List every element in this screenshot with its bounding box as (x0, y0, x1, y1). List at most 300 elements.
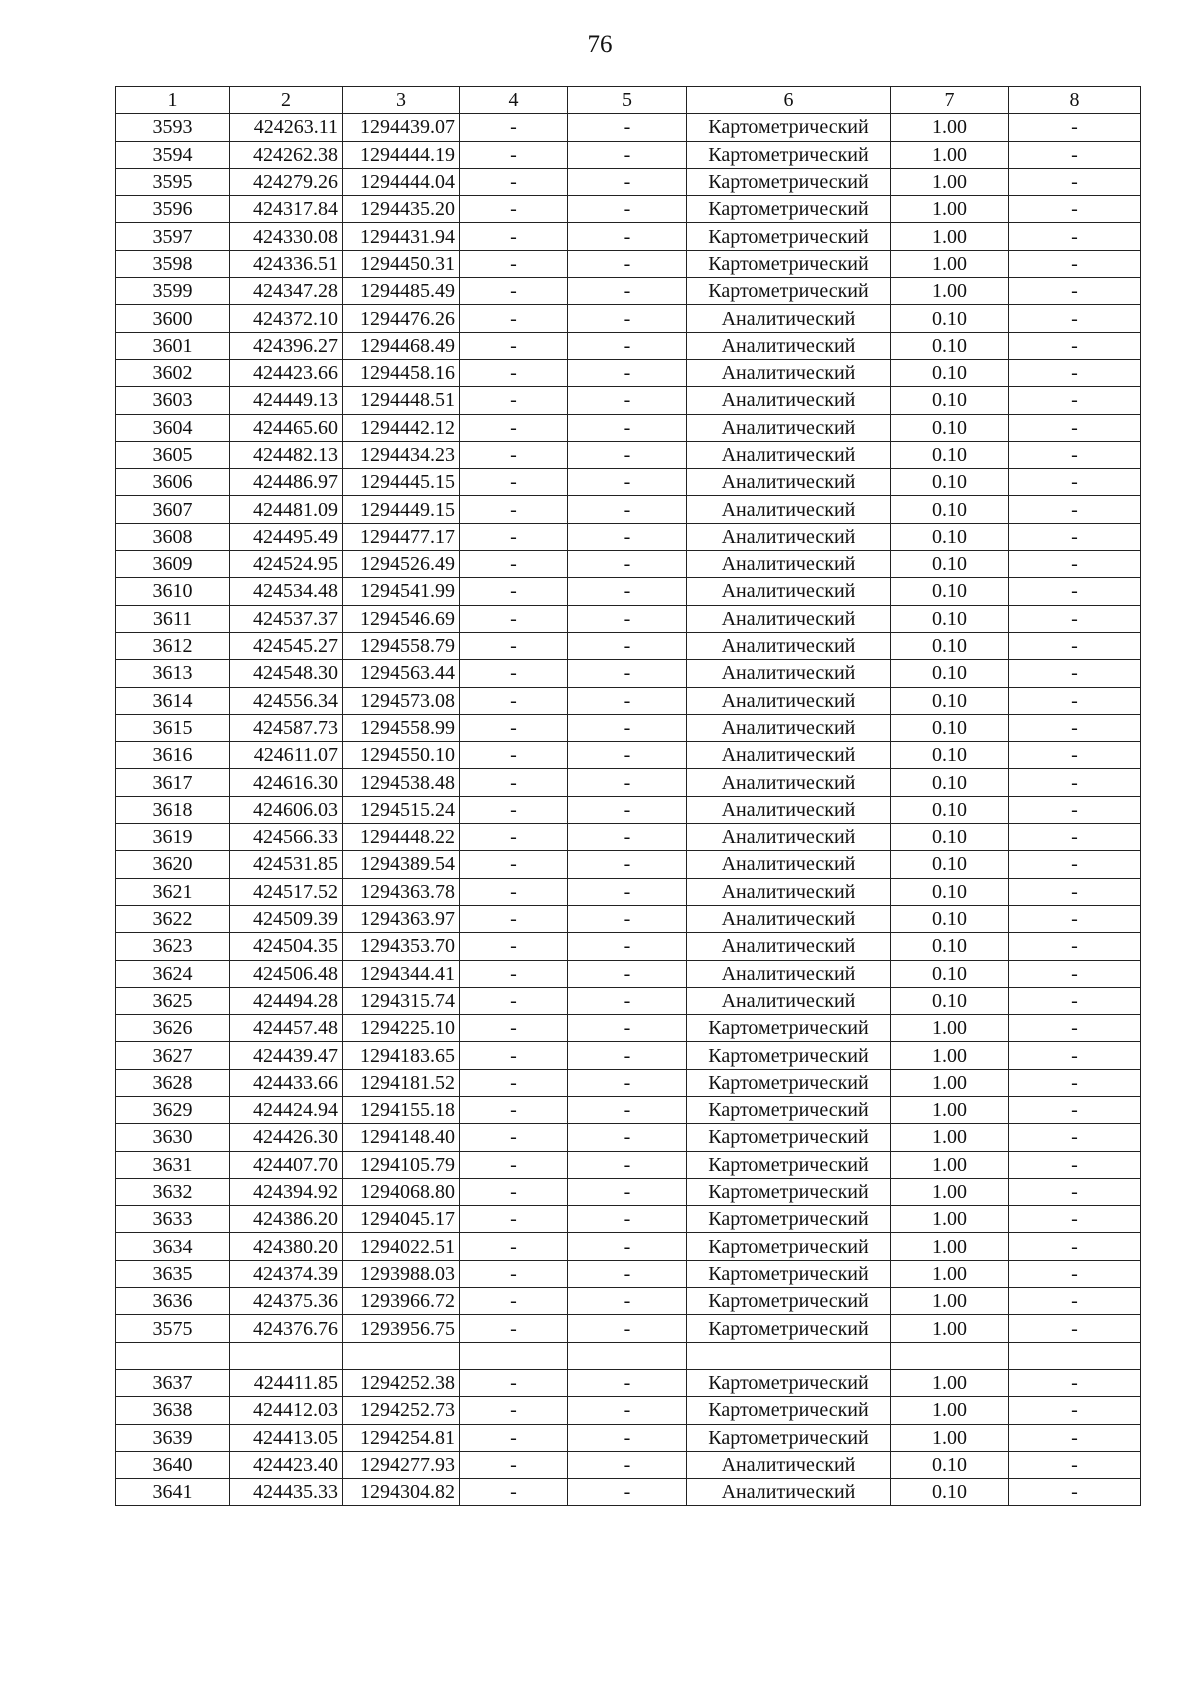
column-8-cell: - (1009, 441, 1141, 468)
point-number-cell: 3638 (116, 1397, 230, 1424)
y-coordinate-cell: 1294439.07 (343, 114, 460, 141)
column-8-cell: - (1009, 278, 1141, 305)
x-coordinate-cell: 424481.09 (230, 496, 343, 523)
y-coordinate-cell: 1294254.81 (343, 1424, 460, 1451)
column-8-cell: - (1009, 1479, 1141, 1506)
accuracy-cell: 1.00 (891, 1178, 1009, 1205)
method-cell: Картометрический (687, 1369, 891, 1396)
column-5-cell: - (568, 305, 687, 332)
accuracy-cell: 0.10 (891, 578, 1009, 605)
y-coordinate-cell: 1294183.65 (343, 1042, 460, 1069)
y-coordinate-cell: 1293988.03 (343, 1260, 460, 1287)
accuracy-cell: 1.00 (891, 1015, 1009, 1042)
column-8-cell: - (1009, 359, 1141, 386)
column-8-cell: - (1009, 1206, 1141, 1233)
y-coordinate-cell: 1294022.51 (343, 1233, 460, 1260)
method-cell: Картометрический (687, 141, 891, 168)
column-5-cell: - (568, 551, 687, 578)
column-header: 4 (460, 87, 568, 114)
method-cell: Картометрический (687, 1069, 891, 1096)
point-number-cell: 3608 (116, 523, 230, 550)
column-4-cell: - (460, 742, 568, 769)
accuracy-cell: 0.10 (891, 387, 1009, 414)
column-5-cell: - (568, 1233, 687, 1260)
method-cell: Аналитический (687, 769, 891, 796)
column-4-cell: - (460, 551, 568, 578)
method-cell: Аналитический (687, 1451, 891, 1478)
method-cell: Аналитический (687, 878, 891, 905)
column-4-cell: - (460, 496, 568, 523)
column-5-cell: - (568, 278, 687, 305)
table-row (116, 714, 1141, 741)
y-coordinate-cell: 1294444.04 (343, 168, 460, 195)
method-cell: Аналитический (687, 933, 891, 960)
method-cell: Картометрический (687, 1151, 891, 1178)
accuracy-cell: 0.10 (891, 632, 1009, 659)
point-number-cell: 3614 (116, 687, 230, 714)
table-row (116, 469, 1141, 496)
point-number-cell: 3618 (116, 796, 230, 823)
accuracy-cell: 0.10 (891, 687, 1009, 714)
method-cell: Аналитический (687, 660, 891, 687)
column-4-cell: - (460, 332, 568, 359)
column-4-cell: - (460, 1178, 568, 1205)
table-row (116, 1288, 1141, 1315)
column-4-cell: - (460, 824, 568, 851)
table-row (116, 332, 1141, 359)
method-cell (687, 1342, 891, 1369)
point-number-cell: 3627 (116, 1042, 230, 1069)
point-number-cell: 3575 (116, 1315, 230, 1342)
column-8-cell: - (1009, 1233, 1141, 1260)
y-coordinate-cell: 1294458.16 (343, 359, 460, 386)
x-coordinate-cell: 424336.51 (230, 250, 343, 277)
table-row (116, 796, 1141, 823)
x-coordinate-cell: 424517.52 (230, 878, 343, 905)
y-coordinate-cell: 1294449.15 (343, 496, 460, 523)
table-row (116, 824, 1141, 851)
accuracy-cell: 0.10 (891, 878, 1009, 905)
column-4-cell: - (460, 278, 568, 305)
column-8-cell: - (1009, 960, 1141, 987)
y-coordinate-cell: 1294445.15 (343, 469, 460, 496)
method-cell: Аналитический (687, 414, 891, 441)
x-coordinate-cell: 424423.66 (230, 359, 343, 386)
column-8-cell: - (1009, 1424, 1141, 1451)
method-cell: Аналитический (687, 523, 891, 550)
method-cell: Аналитический (687, 687, 891, 714)
y-coordinate-cell: 1294563.44 (343, 660, 460, 687)
point-number-cell: 3600 (116, 305, 230, 332)
column-5-cell: - (568, 851, 687, 878)
table-row (116, 1424, 1141, 1451)
column-4-cell: - (460, 905, 568, 932)
table-row (116, 551, 1141, 578)
column-5-cell: - (568, 1397, 687, 1424)
column-8-cell: - (1009, 1151, 1141, 1178)
column-4-cell: - (460, 1042, 568, 1069)
method-cell: Картометрический (687, 1206, 891, 1233)
accuracy-cell: 0.10 (891, 305, 1009, 332)
x-coordinate-cell: 424556.34 (230, 687, 343, 714)
column-5-cell: - (568, 1042, 687, 1069)
column-4-cell: - (460, 114, 568, 141)
y-coordinate-cell: 1294155.18 (343, 1096, 460, 1123)
y-coordinate-cell: 1294515.24 (343, 796, 460, 823)
column-5-cell: - (568, 714, 687, 741)
column-4-cell: - (460, 933, 568, 960)
column-8-cell: - (1009, 1397, 1141, 1424)
method-cell: Аналитический (687, 496, 891, 523)
column-header: 3 (343, 87, 460, 114)
table-row (116, 414, 1141, 441)
column-5-cell: - (568, 1260, 687, 1287)
method-cell: Картометрический (687, 250, 891, 277)
column-8-cell: - (1009, 987, 1141, 1014)
point-number-cell: 3606 (116, 469, 230, 496)
accuracy-cell: 0.10 (891, 660, 1009, 687)
method-cell: Картометрический (687, 1288, 891, 1315)
column-8-cell: - (1009, 1042, 1141, 1069)
method-cell: Картометрический (687, 1397, 891, 1424)
column-8-cell: - (1009, 933, 1141, 960)
table-row (116, 742, 1141, 769)
y-coordinate-cell: 1294558.99 (343, 714, 460, 741)
point-number-cell: 3607 (116, 496, 230, 523)
y-coordinate-cell: 1294363.78 (343, 878, 460, 905)
y-coordinate-cell: 1294448.51 (343, 387, 460, 414)
table-row (116, 1342, 1141, 1369)
column-8-cell: - (1009, 551, 1141, 578)
column-5-cell: - (568, 250, 687, 277)
column-4-cell: - (460, 469, 568, 496)
column-4-cell: - (460, 796, 568, 823)
column-8-cell: - (1009, 578, 1141, 605)
accuracy-cell: 0.10 (891, 414, 1009, 441)
column-5-cell: - (568, 441, 687, 468)
point-number-cell: 3601 (116, 332, 230, 359)
method-cell: Картометрический (687, 196, 891, 223)
accuracy-cell: 0.10 (891, 469, 1009, 496)
accuracy-cell: 0.10 (891, 523, 1009, 550)
accuracy-cell: 1.00 (891, 1069, 1009, 1096)
y-coordinate-cell: 1294389.54 (343, 851, 460, 878)
column-4-cell: - (460, 1260, 568, 1287)
x-coordinate-cell: 424386.20 (230, 1206, 343, 1233)
x-coordinate-cell: 424433.66 (230, 1069, 343, 1096)
column-5-cell: - (568, 1424, 687, 1451)
column-5-cell: - (568, 933, 687, 960)
accuracy-cell: 0.10 (891, 1479, 1009, 1506)
column-4-cell: - (460, 687, 568, 714)
table-row (116, 141, 1141, 168)
table-row (116, 960, 1141, 987)
accuracy-cell: 0.10 (891, 987, 1009, 1014)
method-cell: Аналитический (687, 824, 891, 851)
y-coordinate-cell: 1294450.31 (343, 250, 460, 277)
x-coordinate-cell: 424537.37 (230, 605, 343, 632)
column-8-cell: - (1009, 796, 1141, 823)
column-4-cell: - (460, 387, 568, 414)
method-cell: Аналитический (687, 441, 891, 468)
column-4-cell: - (460, 250, 568, 277)
column-8-cell: - (1009, 1178, 1141, 1205)
column-5-cell: - (568, 1369, 687, 1396)
table-row (116, 878, 1141, 905)
column-5-cell: - (568, 769, 687, 796)
method-cell: Картометрический (687, 1260, 891, 1287)
table-row (116, 1369, 1141, 1396)
column-5-cell: - (568, 1451, 687, 1478)
column-5-cell: - (568, 796, 687, 823)
x-coordinate-cell: 424494.28 (230, 987, 343, 1014)
y-coordinate-cell: 1294541.99 (343, 578, 460, 605)
column-8-cell: - (1009, 469, 1141, 496)
point-number-cell: 3605 (116, 441, 230, 468)
table-row (116, 359, 1141, 386)
table-row (116, 933, 1141, 960)
column-4-cell: - (460, 414, 568, 441)
x-coordinate-cell: 424394.92 (230, 1178, 343, 1205)
table-row (116, 851, 1141, 878)
x-coordinate-cell: 424262.38 (230, 141, 343, 168)
x-coordinate-cell: 424347.28 (230, 278, 343, 305)
point-number-cell: 3637 (116, 1369, 230, 1396)
table-row (116, 223, 1141, 250)
column-8-cell: - (1009, 687, 1141, 714)
column-8-cell: - (1009, 1069, 1141, 1096)
y-coordinate-cell: 1294476.26 (343, 305, 460, 332)
point-number-cell: 3604 (116, 414, 230, 441)
column-8-cell: - (1009, 496, 1141, 523)
column-8-cell: - (1009, 851, 1141, 878)
point-number-cell: 3633 (116, 1206, 230, 1233)
method-cell: Аналитический (687, 742, 891, 769)
table-row (116, 660, 1141, 687)
column-4-cell: - (460, 769, 568, 796)
x-coordinate-cell: 424509.39 (230, 905, 343, 932)
x-coordinate-cell (230, 1342, 343, 1369)
y-coordinate-cell: 1294448.22 (343, 824, 460, 851)
method-cell: Картометрический (687, 1315, 891, 1342)
accuracy-cell: 1.00 (891, 1424, 1009, 1451)
column-5-cell: - (568, 359, 687, 386)
column-5-cell: - (568, 878, 687, 905)
accuracy-cell: 1.00 (891, 1369, 1009, 1396)
column-4-cell: - (460, 1424, 568, 1451)
accuracy-cell: 0.10 (891, 769, 1009, 796)
accuracy-cell: 1.00 (891, 278, 1009, 305)
accuracy-cell: 1.00 (891, 1206, 1009, 1233)
x-coordinate-cell: 424449.13 (230, 387, 343, 414)
method-cell: Аналитический (687, 796, 891, 823)
column-4-cell: - (460, 1369, 568, 1396)
column-4-cell: - (460, 578, 568, 605)
x-coordinate-cell: 424616.30 (230, 769, 343, 796)
table-row (116, 578, 1141, 605)
point-number-cell (116, 1342, 230, 1369)
x-coordinate-cell: 424263.11 (230, 114, 343, 141)
y-coordinate-cell: 1294225.10 (343, 1015, 460, 1042)
column-5-cell: - (568, 1151, 687, 1178)
table-row (116, 114, 1141, 141)
column-8-cell: - (1009, 196, 1141, 223)
table-row (116, 168, 1141, 195)
y-coordinate-cell: 1294148.40 (343, 1124, 460, 1151)
column-5-cell: - (568, 1069, 687, 1096)
column-header: 7 (891, 87, 1009, 114)
column-header: 8 (1009, 87, 1141, 114)
point-number-cell: 3611 (116, 605, 230, 632)
column-4-cell: - (460, 605, 568, 632)
table-row (116, 1151, 1141, 1178)
method-cell: Аналитический (687, 632, 891, 659)
method-cell: Аналитический (687, 605, 891, 632)
x-coordinate-cell: 424439.47 (230, 1042, 343, 1069)
column-8-cell: - (1009, 223, 1141, 250)
column-8-cell: - (1009, 714, 1141, 741)
column-8-cell: - (1009, 114, 1141, 141)
x-coordinate-cell: 424279.26 (230, 168, 343, 195)
column-5-cell: - (568, 496, 687, 523)
accuracy-cell: 1.00 (891, 1042, 1009, 1069)
column-4-cell: - (460, 1124, 568, 1151)
column-8-cell: - (1009, 1015, 1141, 1042)
column-5-cell: - (568, 414, 687, 441)
y-coordinate-cell: 1294485.49 (343, 278, 460, 305)
table-row (116, 196, 1141, 223)
column-4-cell: - (460, 1479, 568, 1506)
x-coordinate-cell: 424482.13 (230, 441, 343, 468)
y-coordinate-cell: 1293956.75 (343, 1315, 460, 1342)
column-5-cell: - (568, 1206, 687, 1233)
column-5-cell: - (568, 387, 687, 414)
point-number-cell: 3615 (116, 714, 230, 741)
accuracy-cell: 0.10 (891, 824, 1009, 851)
column-8-cell: - (1009, 332, 1141, 359)
point-number-cell: 3629 (116, 1096, 230, 1123)
column-4-cell: - (460, 714, 568, 741)
x-coordinate-cell: 424375.36 (230, 1288, 343, 1315)
column-8-cell: - (1009, 1369, 1141, 1396)
column-5-cell: - (568, 605, 687, 632)
x-coordinate-cell: 424465.60 (230, 414, 343, 441)
y-coordinate-cell: 1294304.82 (343, 1479, 460, 1506)
method-cell: Аналитический (687, 905, 891, 932)
column-5-cell: - (568, 1178, 687, 1205)
column-8-cell: - (1009, 742, 1141, 769)
accuracy-cell: 0.10 (891, 441, 1009, 468)
y-coordinate-cell: 1294181.52 (343, 1069, 460, 1096)
accuracy-cell: 0.10 (891, 551, 1009, 578)
table-row (116, 1315, 1141, 1342)
column-5-cell: - (568, 168, 687, 195)
point-number-cell: 3596 (116, 196, 230, 223)
point-number-cell: 3640 (116, 1451, 230, 1478)
column-8-cell: - (1009, 660, 1141, 687)
method-cell: Картометрический (687, 1096, 891, 1123)
column-8-cell: - (1009, 387, 1141, 414)
column-4-cell: - (460, 1315, 568, 1342)
table-row (116, 905, 1141, 932)
column-5-cell: - (568, 905, 687, 932)
accuracy-cell: 1.00 (891, 1233, 1009, 1260)
column-4-cell: - (460, 1096, 568, 1123)
column-8-cell: - (1009, 1288, 1141, 1315)
accuracy-cell: 0.10 (891, 359, 1009, 386)
x-coordinate-cell: 424380.20 (230, 1233, 343, 1260)
accuracy-cell: 0.10 (891, 851, 1009, 878)
column-8-cell (1009, 1342, 1141, 1369)
point-number-cell: 3622 (116, 905, 230, 932)
point-number-cell: 3634 (116, 1233, 230, 1260)
x-coordinate-cell: 424396.27 (230, 332, 343, 359)
table-row (116, 769, 1141, 796)
column-4-cell: - (460, 523, 568, 550)
column-5-cell: - (568, 960, 687, 987)
x-coordinate-cell: 424374.39 (230, 1260, 343, 1287)
x-coordinate-cell: 424587.73 (230, 714, 343, 741)
column-4-cell: - (460, 168, 568, 195)
accuracy-cell: 0.10 (891, 905, 1009, 932)
point-number-cell: 3617 (116, 769, 230, 796)
accuracy-cell (891, 1342, 1009, 1369)
x-coordinate-cell: 424317.84 (230, 196, 343, 223)
column-8-cell: - (1009, 905, 1141, 932)
point-number-cell: 3641 (116, 1479, 230, 1506)
column-5-cell: - (568, 141, 687, 168)
column-4-cell: - (460, 1151, 568, 1178)
method-cell: Аналитический (687, 714, 891, 741)
point-number-cell: 3612 (116, 632, 230, 659)
table-row (116, 1397, 1141, 1424)
point-number-cell: 3621 (116, 878, 230, 905)
table-row (116, 632, 1141, 659)
table-row (116, 1479, 1141, 1506)
x-coordinate-cell: 424495.49 (230, 523, 343, 550)
column-5-cell: - (568, 578, 687, 605)
table-row (116, 1069, 1141, 1096)
column-4-cell: - (460, 632, 568, 659)
method-cell: Аналитический (687, 305, 891, 332)
x-coordinate-cell: 424376.76 (230, 1315, 343, 1342)
method-cell: Картометрический (687, 223, 891, 250)
column-4-cell: - (460, 1069, 568, 1096)
y-coordinate-cell: 1294468.49 (343, 332, 460, 359)
point-number-cell: 3625 (116, 987, 230, 1014)
x-coordinate-cell: 424524.95 (230, 551, 343, 578)
table-row (116, 1178, 1141, 1205)
y-coordinate-cell: 1294573.08 (343, 687, 460, 714)
accuracy-cell: 0.10 (891, 960, 1009, 987)
point-number-cell: 3620 (116, 851, 230, 878)
column-header: 2 (230, 87, 343, 114)
column-4-cell: - (460, 1233, 568, 1260)
column-5-cell: - (568, 687, 687, 714)
x-coordinate-cell: 424411.85 (230, 1369, 343, 1396)
x-coordinate-cell: 424548.30 (230, 660, 343, 687)
page-number: 76 (587, 31, 613, 58)
column-5-cell (568, 1342, 687, 1369)
coordinates-table (115, 86, 1141, 1506)
column-8-cell: - (1009, 769, 1141, 796)
method-cell: Картометрический (687, 1042, 891, 1069)
table-row (116, 1124, 1141, 1151)
x-coordinate-cell: 424424.94 (230, 1096, 343, 1123)
column-5-cell: - (568, 114, 687, 141)
point-number-cell: 3619 (116, 824, 230, 851)
x-coordinate-cell: 424372.10 (230, 305, 343, 332)
